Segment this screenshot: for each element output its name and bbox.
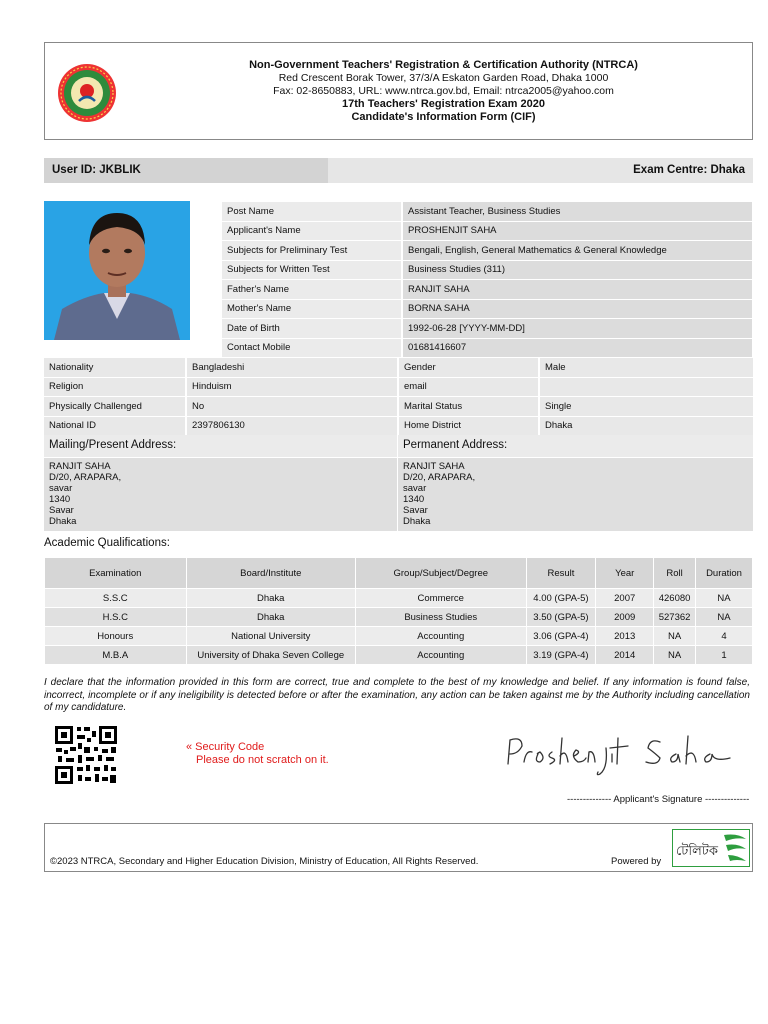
table-cell: Accounting bbox=[356, 646, 526, 664]
footer bbox=[44, 823, 753, 872]
table-cell: 3.50 (GPA-5) bbox=[527, 608, 596, 626]
address-line: Savar bbox=[49, 505, 74, 516]
table-cell: 527362 bbox=[654, 608, 695, 626]
table-cell: Dhaka bbox=[187, 608, 355, 626]
address-line: Savar bbox=[403, 505, 428, 516]
address-line: D/20, ARAPARA, bbox=[49, 472, 122, 483]
table-cell: M.B.A bbox=[45, 646, 186, 664]
info-value: 1992-06-28 [YYYY-MM-DD] bbox=[401, 319, 752, 338]
info-value: Assistant Teacher, Business Studies bbox=[401, 202, 752, 221]
personal-label: Physically Challenged bbox=[44, 397, 185, 416]
personal-label: National ID bbox=[44, 417, 185, 436]
table-cell: 2013 bbox=[596, 627, 653, 645]
personal-value bbox=[538, 378, 753, 397]
column-header: Duration bbox=[696, 558, 752, 588]
id-bar bbox=[44, 158, 753, 183]
table-cell: Accounting bbox=[356, 627, 526, 645]
table-row bbox=[222, 241, 752, 260]
table-cell: 3.19 (GPA-4) bbox=[527, 646, 596, 664]
mailing-address bbox=[44, 458, 397, 531]
table-cell: NA bbox=[654, 646, 695, 664]
address-line: 1340 bbox=[49, 494, 71, 505]
personal-value: Dhaka bbox=[538, 417, 753, 436]
address-line: 1340 bbox=[403, 494, 425, 505]
info-label: Subjects for Written Test bbox=[222, 261, 401, 280]
info-label: Post Name bbox=[222, 202, 401, 221]
info-label: Applicant's Name bbox=[222, 222, 401, 241]
table-row bbox=[222, 261, 752, 280]
table-row bbox=[44, 397, 753, 416]
personal-label: Home District bbox=[397, 417, 538, 436]
info-label: Contact Mobile bbox=[222, 339, 401, 358]
table-row bbox=[222, 300, 752, 319]
permanent-address bbox=[398, 458, 753, 531]
personal-value: Hinduism bbox=[185, 378, 397, 397]
academic-table bbox=[44, 557, 753, 665]
table-cell: NA bbox=[654, 627, 695, 645]
address-line: savar bbox=[403, 483, 427, 494]
table-cell: 3.06 (GPA-4) bbox=[527, 627, 596, 645]
personal-label: Marital Status bbox=[397, 397, 538, 416]
security-code-label: « Security Code bbox=[186, 741, 265, 753]
applicant-photo-icon bbox=[44, 201, 190, 340]
table-cell: 2014 bbox=[596, 646, 653, 664]
org-address: Red Crescent Borak Tower, 37/3/A Eskaton Garden Road, Dhaka 1000 bbox=[278, 72, 609, 84]
table-row bbox=[45, 589, 752, 607]
applicant-signature-icon bbox=[500, 728, 740, 784]
table-cell: H.S.C bbox=[45, 608, 186, 626]
personal-value: Single bbox=[538, 397, 753, 416]
address-line: D/20, ARAPARA, bbox=[403, 472, 476, 483]
table-cell: Business Studies bbox=[356, 608, 526, 626]
table-cell: Dhaka bbox=[187, 589, 355, 607]
applicant-photo bbox=[44, 201, 190, 340]
personal-value: Bangladeshi bbox=[185, 358, 397, 377]
info-value: 01681416607 bbox=[401, 339, 752, 358]
org-contact: Fax: 02-8650883, URL: www.ntrca.gov.bd, Email: ntrca2005@yahoo.com bbox=[273, 85, 614, 97]
personal-value: Male bbox=[538, 358, 753, 377]
user-id: User ID: JKBLIK bbox=[44, 158, 328, 183]
copyright-text: ©2023 NTRCA, Secondary and Higher Education Division, Ministry of Education, All Rights Reserved. bbox=[50, 856, 479, 867]
org-title: Non-Government Teachers' Registration & Certification Authority (NTRCA) bbox=[249, 59, 638, 71]
column-header: Result bbox=[527, 558, 596, 588]
personal-label: email bbox=[397, 378, 538, 397]
address-line: savar bbox=[49, 483, 73, 494]
table-cell: University of Dhaka Seven College bbox=[187, 646, 355, 664]
teletalk-logo bbox=[672, 829, 750, 867]
form-name: Candidate's Information Form (CIF) bbox=[351, 111, 536, 123]
personal-label: Nationality bbox=[44, 358, 185, 377]
info-label: Subjects for Preliminary Test bbox=[222, 241, 401, 260]
table-row bbox=[222, 280, 752, 299]
svg-text:টেলিটক: টেলিটক bbox=[676, 844, 718, 859]
table-row bbox=[44, 378, 753, 397]
personal-value: No bbox=[185, 397, 397, 416]
security-code bbox=[186, 741, 329, 767]
info-value: Bengali, English, General Mathematics & General Knowledge bbox=[401, 241, 752, 260]
table-row bbox=[222, 202, 752, 221]
table-cell: 1 bbox=[696, 646, 752, 664]
table-cell: 2007 bbox=[596, 589, 653, 607]
info-label: Date of Birth bbox=[222, 319, 401, 338]
table-cell: NA bbox=[696, 608, 752, 626]
table-row bbox=[222, 222, 752, 241]
table-row bbox=[44, 358, 753, 377]
table-row bbox=[44, 417, 753, 436]
info-label: Mother's Name bbox=[222, 300, 401, 319]
column-header: Examination bbox=[45, 558, 186, 588]
personal-value: 2397806130 bbox=[185, 417, 397, 436]
column-header: Roll bbox=[654, 558, 695, 588]
table-row bbox=[222, 339, 752, 358]
table-cell: Commerce bbox=[356, 589, 526, 607]
personal-label: Gender bbox=[397, 358, 538, 377]
security-code-note: Please do not scratch on it. bbox=[196, 754, 329, 766]
declaration-text: I declare that the information provided in this form are correct, true and complete to the best of my knowledge and belief. If any information is found false, incorrect, incomplete or if any ineligibility is detected before or after the examination, any action can be taken against me by the Authority including cancellation of my candidature. bbox=[44, 677, 750, 713]
table-cell: 4 bbox=[696, 627, 752, 645]
ntrca-logo-icon bbox=[57, 63, 117, 123]
qr-code-icon bbox=[54, 725, 118, 785]
mailing-address-title: Mailing/Present Address: bbox=[44, 435, 397, 457]
table-row bbox=[45, 627, 752, 645]
info-value: RANJIT SAHA bbox=[401, 280, 752, 299]
info-value: PROSHENJIT SAHA bbox=[401, 222, 752, 241]
column-header: Group/Subject/Degree bbox=[356, 558, 526, 588]
table-cell: 4.00 (GPA-5) bbox=[527, 589, 596, 607]
table-cell: 426080 bbox=[654, 589, 695, 607]
info-value: Business Studies (311) bbox=[401, 261, 752, 280]
address-line: Dhaka bbox=[403, 516, 431, 527]
table-cell: NA bbox=[696, 589, 752, 607]
exam-centre: Exam Centre: Dhaka bbox=[633, 164, 745, 176]
permanent-address-title: Permanent Address: bbox=[398, 435, 753, 457]
table-header-row bbox=[45, 558, 752, 588]
exam-name: 17th Teachers' Registration Exam 2020 bbox=[342, 98, 545, 110]
table-cell: S.S.C bbox=[45, 589, 186, 607]
address-line: RANJIT SAHA bbox=[49, 461, 111, 472]
info-label: Father's Name bbox=[222, 280, 401, 299]
personal-info-table bbox=[44, 357, 753, 436]
address-line: RANJIT SAHA bbox=[403, 461, 465, 472]
academic-title: Academic Qualifications: bbox=[44, 537, 170, 549]
info-value: BORNA SAHA bbox=[401, 300, 752, 319]
table-cell: National University bbox=[187, 627, 355, 645]
table-cell: 2009 bbox=[596, 608, 653, 626]
applicant-info-table bbox=[222, 201, 752, 358]
table-row bbox=[45, 646, 752, 664]
header-box bbox=[44, 42, 753, 140]
powered-by-label: Powered by bbox=[611, 856, 662, 867]
column-header: Year bbox=[596, 558, 653, 588]
signature-label: -------------- Applicant's Signature -------------- bbox=[567, 794, 750, 805]
header-text bbox=[135, 58, 752, 124]
teletalk-logo-icon bbox=[672, 829, 750, 867]
table-row bbox=[45, 608, 752, 626]
address-line: Dhaka bbox=[49, 516, 77, 527]
column-header: Board/Institute bbox=[187, 558, 355, 588]
table-cell: Honours bbox=[45, 627, 186, 645]
personal-label: Religion bbox=[44, 378, 185, 397]
table-row bbox=[222, 319, 752, 338]
